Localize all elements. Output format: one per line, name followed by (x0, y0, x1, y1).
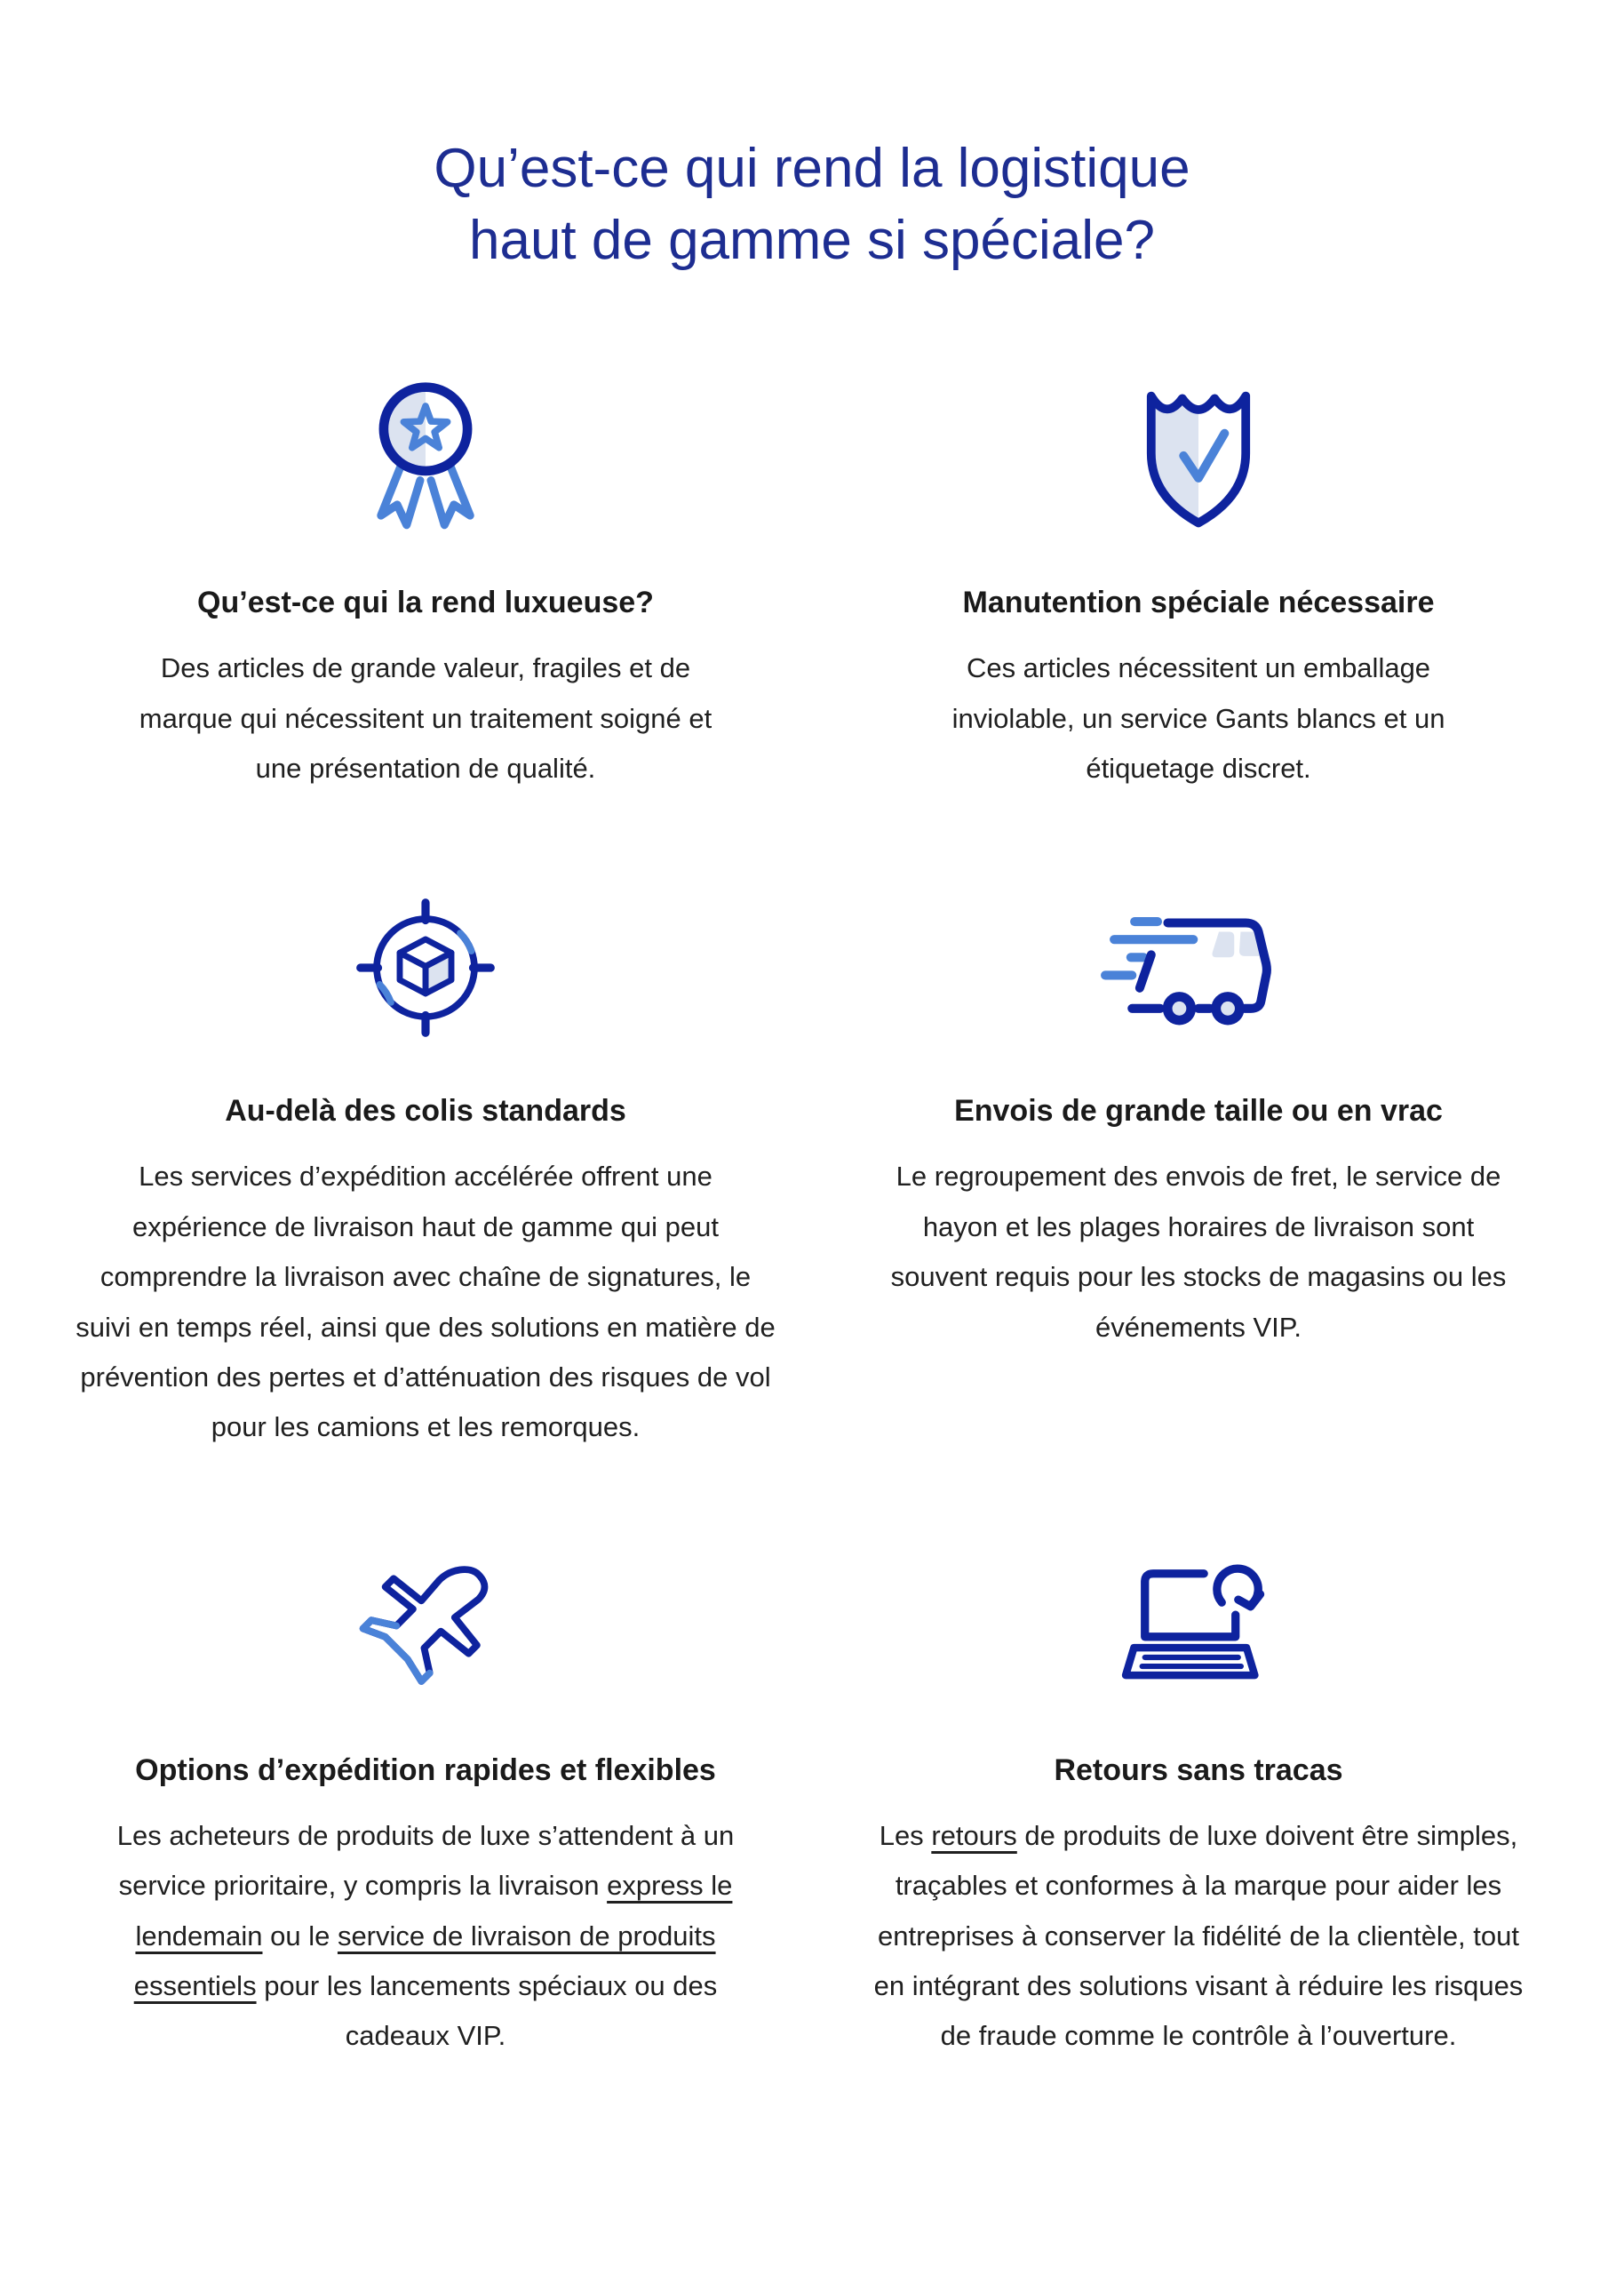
text-run: pour les lancements spéciaux ou des cadeaux VIP. (256, 1970, 718, 2052)
laptop-returns-icon (1116, 1542, 1281, 1712)
text-run: Le regroupement des envois de fret, le service de hayon et les plages horaires de livraison sont souvent requis pour les stocks de magasins ou les événements VIP. (890, 1161, 1507, 1343)
fast-truck-icon (1096, 882, 1301, 1053)
feature-body (886, 1152, 1512, 1353)
text-run: Des articles de grande valeur, fragiles et de marque qui nécessitent un traitement soigné et une présentation de qualité. (139, 652, 712, 784)
feature-beyond-standard (57, 882, 794, 1452)
page-title-line2: haut de gamme si spéciale? (468, 209, 1155, 271)
text-run: Ces articles nécessitent un emballage inviolable, un service Gants blancs et un étiquetage discret. (951, 652, 1445, 784)
feature-body (70, 1152, 781, 1452)
text-run: Les services d’expédition accélérée offrent une expérience de livraison haut de gamme qui peut comprendre la livraison avec chaîne de signatures, le suivi en temps réel, ainsi que des solutions en matière de prévention des pertes et d’atténuation des risques de vol pour les camions et les remorques. (76, 1161, 776, 1443)
airplane-icon (349, 1551, 502, 1704)
feature-fast-shipping (57, 1542, 794, 2062)
feature-special-handling (830, 374, 1567, 794)
text-run: de produits de luxe doivent être simples, traçables et conformes à la marque pour aider les entreprises à conserver la fidélité de la clientèle, tout en intégrant des solutions visant à réduire les risques de fraude comme le contrôle à l’ouverture. (873, 1819, 1524, 2052)
page-title-line1: Qu’est-ce qui rend la logistique (434, 138, 1190, 199)
package-target-icon (351, 882, 500, 1053)
award-medal-icon (358, 374, 493, 545)
feature-body (115, 643, 736, 794)
award-medal-icon (358, 375, 493, 544)
laptop-returns-icon (1116, 1552, 1281, 1703)
airplane-icon (349, 1542, 502, 1712)
shield-check-icon (1136, 374, 1261, 545)
feature-heading: Options d’expédition rapides et flexibles (135, 1752, 716, 1787)
text-link[interactable]: retours (931, 1819, 1017, 1851)
feature-easy-returns (830, 1542, 1567, 2062)
text-run: Les (879, 1819, 932, 1851)
features-grid (0, 374, 1624, 2151)
feature-heading: Envois de grande taille ou en vrac (954, 1094, 1443, 1129)
fast-truck-icon (1096, 901, 1301, 1035)
text-link[interactable]: service de livraison de produits essentiels (133, 1920, 716, 2002)
text-run: Les acheteurs de produits de luxe s’attendent à un service prioritaire, y compris la livraison (116, 1819, 735, 1902)
feature-bulk-shipments (830, 882, 1567, 1452)
feature-heading: Manutention spéciale nécessaire (962, 586, 1435, 620)
feature-heading: Retours sans tracas (1054, 1752, 1343, 1787)
page-title (0, 133, 1624, 276)
feature-body (868, 1811, 1530, 2062)
shield-check-icon (1136, 379, 1261, 540)
feature-heading: Au-delà des colis standards (225, 1094, 626, 1129)
text-link[interactable]: express le lendemain (135, 1870, 733, 1952)
feature-body (932, 643, 1465, 794)
feature-luxury (57, 374, 794, 794)
text-run: ou le (262, 1920, 338, 1952)
feature-heading: Qu’est-ce qui la rend luxueuse? (197, 586, 654, 620)
feature-body (108, 1811, 744, 2062)
package-target-icon (351, 893, 500, 1042)
